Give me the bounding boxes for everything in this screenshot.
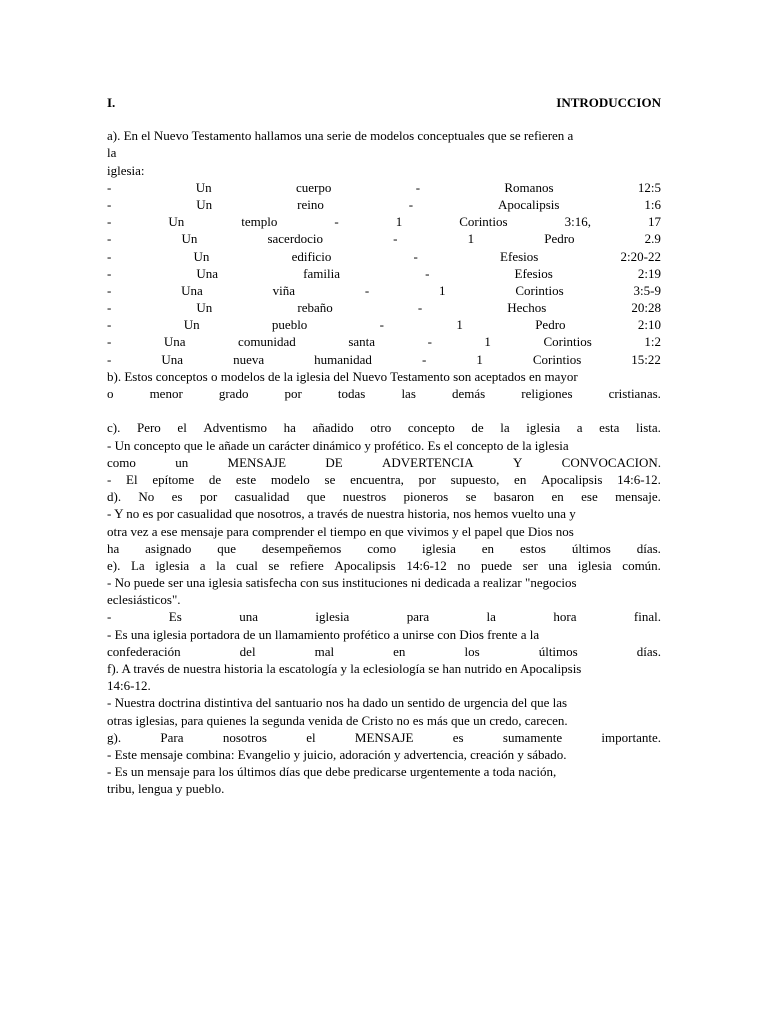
model-word: - (107, 248, 112, 264)
model-word: 1 (439, 282, 446, 298)
model-word: Una (196, 265, 219, 281)
word: se (465, 489, 477, 505)
word: a (199, 557, 206, 573)
section-heading (107, 94, 661, 111)
word: se (324, 471, 336, 487)
word: Adventismo (203, 420, 267, 436)
model-item (107, 316, 661, 333)
word: este (235, 471, 257, 487)
word: Para (160, 729, 184, 745)
model-word: Un (196, 300, 213, 316)
model-word: - (107, 214, 112, 230)
word: lista. (636, 420, 661, 436)
para-c-line-3 (107, 454, 661, 471)
word: refiere (289, 557, 324, 573)
word: ha (283, 420, 296, 436)
model-word: Hechos (507, 300, 547, 316)
model-word: 3:16, (564, 214, 591, 230)
model-word: Apocalipsis (498, 196, 560, 212)
word: últimos (571, 540, 611, 556)
model-word: Un (196, 196, 213, 212)
word: desempeñemos (261, 540, 342, 556)
word: grado (218, 386, 249, 401)
model-word: - (364, 282, 370, 298)
model-word: 12:5 (637, 179, 661, 195)
word: pioneros (403, 489, 449, 505)
model-word: edificio (291, 248, 332, 264)
model-word: Pedro (544, 231, 575, 247)
word: a (576, 420, 583, 436)
word: como (367, 540, 397, 556)
word: cristianas. (608, 386, 661, 401)
model-item (107, 282, 661, 299)
model-word: familia (303, 265, 340, 281)
para-c-line-2: - Un concepto que le añade un carácter dinámico y profético. Es el concepto de la iglesia (107, 437, 569, 453)
model-item (107, 179, 661, 196)
word: se (268, 557, 280, 573)
model-word: - (415, 179, 421, 195)
word: El (126, 471, 138, 487)
para-e-line-4 (107, 608, 661, 625)
para-f-line-2: 14:6-12. (107, 678, 151, 694)
model-word: - (413, 248, 418, 264)
para-b-line-1: b). Estos conceptos o modelos de la iglesia del Nuevo Testamento son aceptados en mayor (107, 368, 578, 384)
word: d). (107, 489, 122, 505)
word: concepto (407, 420, 455, 436)
church-models-list (107, 179, 661, 368)
model-word: 1 (395, 214, 403, 230)
word: modelo (270, 471, 310, 487)
model-word: Corintios (515, 282, 564, 298)
model-word: - (408, 196, 414, 212)
word: por (199, 489, 218, 505)
word: en (393, 643, 406, 659)
word: ha (107, 540, 120, 556)
intro-line-2: la (107, 145, 117, 161)
word: común. (622, 557, 661, 573)
model-item (107, 230, 661, 247)
para-e-line-1 (107, 557, 661, 574)
model-word: - (107, 317, 112, 333)
word: últimos (538, 643, 578, 659)
word: hora (553, 609, 577, 625)
word: basaron (493, 489, 535, 505)
word: puede (480, 557, 513, 573)
model-word: comunidad (238, 334, 296, 350)
word: iglesia (526, 420, 561, 436)
word: DE (325, 454, 343, 470)
model-word: Una (181, 282, 203, 298)
word: sumamente (502, 729, 563, 745)
model-word: Efesios (500, 248, 539, 264)
word: La (130, 557, 145, 573)
word: e). (107, 557, 121, 573)
model-word: Un (195, 179, 212, 195)
word: una (548, 557, 568, 573)
model-word: Una (163, 334, 186, 350)
model-word: viña (272, 282, 296, 298)
word: mensaje. (615, 489, 661, 505)
para-g-line-2: - Este mensaje combina: Evangelio y juicio, adoración y advertencia, creación y sábado. (107, 746, 567, 762)
para-e-line-5: - Es una iglesia portadora de un llamamiento profético a unirse con Dios frente a la (107, 626, 540, 642)
model-word: 20:28 (631, 300, 661, 316)
model-word: Romanos (504, 179, 554, 195)
word: ser (522, 557, 538, 573)
model-word: 1 (456, 317, 463, 333)
model-word: 3:5-9 (633, 282, 661, 298)
model-word: humanidad (314, 351, 372, 367)
model-word: 1:2 (644, 334, 661, 350)
model-word: Una (161, 351, 184, 367)
word: las (401, 386, 416, 401)
word: No (138, 489, 155, 505)
word: Pero (136, 420, 161, 436)
word: no (457, 557, 471, 573)
model-word: - (379, 317, 384, 333)
para-d-line-1 (107, 488, 661, 505)
model-word: nueva (233, 351, 265, 367)
word: es (452, 729, 464, 745)
para-g-line-1 (107, 729, 661, 746)
word: del (239, 643, 256, 659)
word: en (551, 489, 564, 505)
model-word: Un (181, 231, 198, 247)
word: importante. (601, 729, 661, 745)
word: la (500, 420, 510, 436)
para-f-line-4: otras iglesias, para quienes la segunda venida de Cristo no es más que un credo, carecen. (107, 712, 568, 728)
para-d-line-4 (107, 540, 661, 557)
word: que (217, 540, 237, 556)
word: la (486, 609, 496, 625)
word: una (239, 609, 258, 625)
model-word: - (417, 300, 423, 316)
model-word: Corintios (543, 334, 592, 350)
model-word: 2:10 (637, 317, 661, 333)
model-word: 2:19 (637, 265, 661, 281)
model-word: 1 (476, 351, 483, 367)
model-word: pueblo (271, 317, 308, 333)
model-item (107, 213, 661, 230)
model-word: santa (348, 334, 376, 350)
word: epítome (152, 471, 195, 487)
word: religiones (521, 386, 573, 401)
model-word: - (107, 351, 112, 367)
word: otro (370, 420, 392, 436)
word: c). (107, 420, 121, 436)
model-word: - (107, 282, 112, 298)
model-word: Corintios (459, 214, 508, 230)
model-word: - (425, 265, 430, 281)
model-word: - (107, 334, 112, 350)
word: en (514, 471, 527, 487)
word: el (177, 420, 187, 436)
model-word: - (427, 334, 432, 350)
word: añadido (312, 420, 354, 436)
word: Y (512, 454, 523, 470)
word: cual (236, 557, 258, 573)
intro-line-1: a). En el Nuevo Testamento hallamos una serie de modelos conceptuales que se refieren a (107, 128, 574, 144)
word: un (175, 454, 189, 470)
model-word: sacerdocio (267, 231, 324, 247)
para-g-line-4: tribu, lengua y pueblo. (107, 781, 225, 797)
word: encuentra, (350, 471, 404, 487)
word: ese (581, 489, 598, 505)
para-f-line-1: f). A través de nuestra historia la escatología y la eclesiología se han nutrido en Apocalipsis (107, 661, 582, 676)
model-word: - (107, 196, 112, 212)
model-word: - (107, 265, 112, 281)
word: g). (107, 729, 122, 745)
word: supuesto, (450, 471, 500, 487)
model-word: Pedro (535, 317, 566, 333)
word: CONVOCACION. (561, 454, 661, 470)
word: mal (314, 643, 335, 659)
word: por (284, 386, 302, 401)
model-word: - (393, 231, 398, 247)
word: iglesia (315, 609, 350, 625)
word: menor (149, 386, 183, 401)
word: casualidad (234, 489, 290, 505)
model-word: reino (297, 196, 324, 212)
para-e-line-6 (107, 643, 661, 660)
model-word: - (334, 214, 339, 230)
model-word: 17 (647, 214, 661, 230)
model-word: cuerpo (295, 179, 332, 195)
model-word: 1 (467, 231, 475, 247)
word: días. (636, 540, 661, 556)
word: de (208, 471, 222, 487)
model-word: - (107, 179, 112, 195)
model-item (107, 351, 661, 368)
para-d-line-2: - Y no es por casualidad que nosotros, a través de nuestra historia, nos hemos vuelto una y (107, 506, 576, 522)
para-g-line-3: - Es un mensaje para los últimos días que debe predicarse urgentemente a toda nación, (107, 764, 557, 780)
word: - (107, 471, 112, 487)
word: iglesia (577, 557, 612, 573)
model-word: 1:6 (644, 196, 661, 212)
word: MENSAJE (354, 729, 414, 745)
word: Es (168, 609, 182, 625)
word: nosotros (222, 729, 267, 745)
word: confederación (107, 643, 181, 659)
word: Apocalipsis (541, 471, 603, 487)
word: de (471, 420, 484, 436)
para-c-line-1 (107, 419, 661, 436)
intro-line-3: iglesia: (107, 162, 145, 178)
model-item (107, 196, 661, 213)
para-b-line-2 (107, 385, 661, 402)
model-item (107, 333, 661, 350)
word: la (216, 557, 226, 573)
word: todas (337, 386, 366, 401)
para-d-line-3: otra vez a ese mensaje para comprender el tiempo en que vivimos y el papel que Dios nos (107, 523, 574, 539)
model-word: rebaño (297, 300, 333, 316)
word: días. (636, 643, 661, 659)
model-word: Un (168, 214, 185, 230)
model-word: - (107, 231, 112, 247)
word: o (107, 386, 114, 401)
word: asignado (145, 540, 192, 556)
word: demás (451, 386, 486, 401)
para-f-line-3: - Nuestra doctrina distintiva del santuario nos ha dado un sentido de urgencia del que las (107, 695, 568, 711)
word: por (418, 471, 436, 487)
model-item (107, 299, 661, 316)
word: iglesia (155, 557, 190, 573)
word: como (107, 454, 136, 470)
model-word: Un (193, 248, 210, 264)
model-item (107, 265, 661, 282)
model-word: Corintios (532, 351, 582, 367)
word: en (481, 540, 495, 556)
para-e-line-3: eclesiásticos". (107, 592, 181, 608)
word: esta (599, 420, 620, 436)
section-number: I. (107, 95, 116, 110)
word: 14:6-12 (406, 557, 447, 573)
model-word: 2.9 (644, 231, 661, 247)
model-word: Un (183, 317, 200, 333)
word: iglesia (421, 540, 456, 556)
word: nuestros (342, 489, 387, 505)
word: estos (519, 540, 546, 556)
model-word: 15:22 (631, 351, 661, 367)
model-word: 2:20-22 (620, 248, 661, 264)
word: para (406, 609, 430, 625)
word: el (306, 729, 316, 745)
model-word: - (107, 300, 112, 316)
document-page (107, 94, 661, 798)
model-word: Efesios (514, 265, 553, 281)
word: que (306, 489, 326, 505)
word: - (107, 609, 112, 625)
word: final. (633, 609, 661, 625)
model-word: templo (241, 214, 278, 230)
word: 14:6-12. (617, 471, 661, 487)
model-item (107, 248, 661, 265)
section-title: INTRODUCCION (556, 95, 661, 110)
word: Apocalipsis (334, 557, 396, 573)
word: ADVERTENCIA (382, 454, 474, 470)
para-c-line-4 (107, 471, 661, 488)
word: es (171, 489, 183, 505)
para-e-line-2: - No puede ser una iglesia satisfecha con sus instituciones ni dedicada a realizar "negocios (107, 575, 577, 591)
model-word: - (421, 351, 427, 367)
model-word: 1 (484, 334, 491, 350)
word: MENSAJE (227, 454, 287, 470)
word: los (464, 643, 480, 659)
